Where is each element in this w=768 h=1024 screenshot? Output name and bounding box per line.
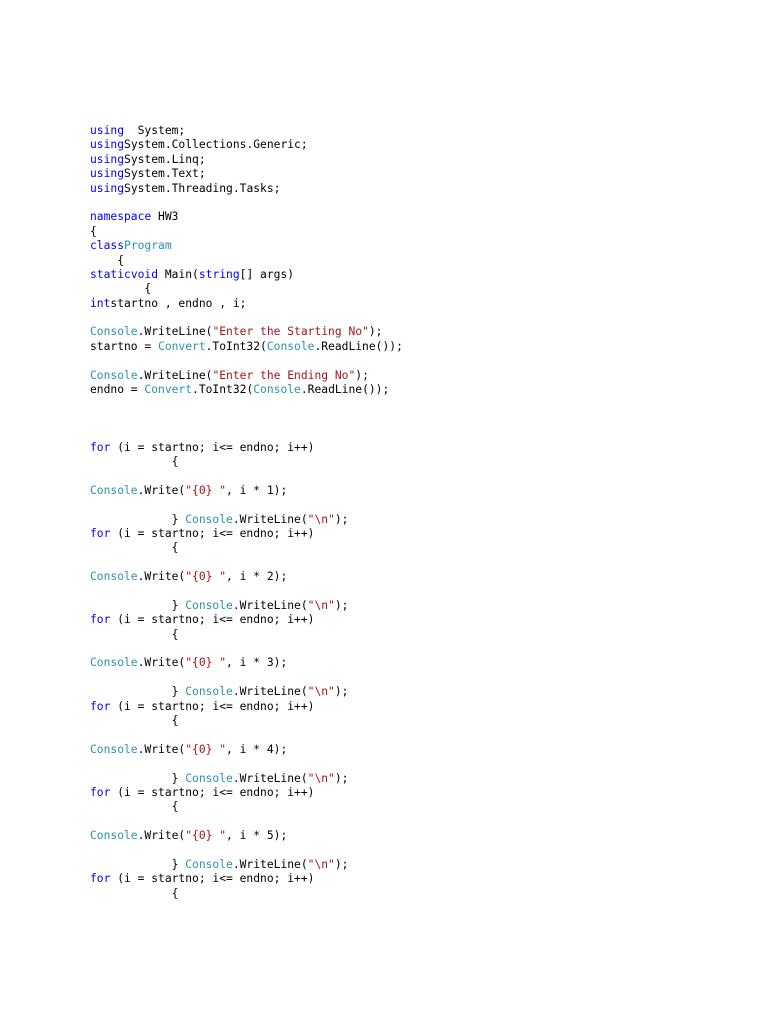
code-token: "{0} " <box>185 570 227 584</box>
code-line <box>90 743 403 757</box>
code-token: } <box>90 857 186 871</box>
code-token: HW3 <box>151 210 179 224</box>
code-token: "Enter the Starting No" <box>212 325 369 339</box>
code-token: { <box>90 253 125 267</box>
code-token: { <box>90 886 179 900</box>
code-token: Console <box>185 512 233 526</box>
code-token: Console <box>90 742 138 756</box>
code-token: "{0} " <box>185 483 227 497</box>
code-token: (i = startno; i<= endno; i++) <box>110 613 315 627</box>
code-token: .WriteLine( <box>232 771 308 785</box>
code-token: .WriteLine( <box>137 325 213 339</box>
code-token: .WriteLine( <box>232 685 308 699</box>
code-token: , i * 5); <box>226 829 288 843</box>
code-line <box>90 412 403 426</box>
code-line <box>90 700 403 714</box>
code-line <box>90 858 403 872</box>
code-token: ); <box>334 512 349 526</box>
code-token: .Write( <box>137 483 186 497</box>
code-line <box>90 772 403 786</box>
code-line <box>90 369 403 383</box>
code-token: for <box>90 785 111 799</box>
code-token: Console <box>185 685 233 699</box>
code-token: (i = startno; i<= endno; i++) <box>110 699 315 713</box>
code-line <box>90 844 403 858</box>
code-token: , i * 4); <box>226 742 288 756</box>
code-token: "\n" <box>307 857 335 871</box>
code-token: Console <box>90 656 138 670</box>
code-token: { <box>90 282 152 296</box>
code-token: .WriteLine( <box>232 857 308 871</box>
code-line <box>90 325 403 339</box>
code-line <box>90 513 403 527</box>
code-line <box>90 628 403 642</box>
code-line <box>90 469 403 483</box>
code-token: } <box>90 685 186 699</box>
code-line <box>90 210 403 224</box>
code-token: .WriteLine( <box>137 368 213 382</box>
code-token: Main( <box>158 267 199 281</box>
code-token: Console <box>185 857 233 871</box>
code-token: startno = <box>90 339 159 353</box>
code-line <box>90 815 403 829</box>
code-line <box>90 383 403 397</box>
code-line <box>90 585 403 599</box>
code-token: .Write( <box>137 570 186 584</box>
code-token: ); <box>334 685 349 699</box>
code-token: { <box>90 541 179 555</box>
code-token: { <box>90 800 179 814</box>
code-line <box>90 455 403 469</box>
code-token: Console <box>90 368 138 382</box>
code-token: [] args) <box>239 267 295 281</box>
code-token: Convert <box>158 339 206 353</box>
code-line <box>90 167 403 181</box>
code-token: "Enter the Ending No" <box>212 368 356 382</box>
code-token: Console <box>253 383 301 397</box>
code-token: (i = startno; i<= endno; i++) <box>110 440 315 454</box>
code-token: System.Text; <box>124 167 206 181</box>
code-line <box>90 354 403 368</box>
code-token: Console <box>90 829 138 843</box>
code-token: for <box>90 526 111 540</box>
code-line <box>90 728 403 742</box>
code-line <box>90 182 403 196</box>
code-token: .ReadLine()); <box>300 383 390 397</box>
code-line <box>90 570 403 584</box>
code-line <box>90 671 403 685</box>
code-token: "\n" <box>307 771 335 785</box>
code-line <box>90 714 403 728</box>
code-line <box>90 484 403 498</box>
code-token: endno = <box>90 383 145 397</box>
code-token: Console <box>185 598 233 612</box>
code-token: .ReadLine()); <box>314 339 403 353</box>
code-token: using <box>90 167 125 181</box>
code-token: System.Linq; <box>124 152 206 166</box>
code-line <box>90 498 403 512</box>
code-token: "{0} " <box>185 742 227 756</box>
code-token: ); <box>334 771 349 785</box>
code-line <box>90 887 403 901</box>
code-line <box>90 153 403 167</box>
code-token: (i = startno; i<= endno; i++) <box>110 526 315 540</box>
code-token: Console <box>90 483 138 497</box>
code-token: static <box>90 267 131 281</box>
code-line <box>90 656 403 670</box>
code-line <box>90 138 403 152</box>
code-token: Console <box>90 325 138 339</box>
code-line <box>90 311 403 325</box>
code-token: ); <box>334 598 349 612</box>
code-line <box>90 124 403 138</box>
code-line <box>90 254 403 268</box>
code-listing <box>90 124 403 901</box>
code-token: System.Collections.Generic; <box>124 138 308 152</box>
code-token: System; <box>124 124 186 137</box>
code-token: Console <box>90 570 138 584</box>
code-token: startno , endno , i; <box>110 296 247 310</box>
code-token: { <box>90 224 97 238</box>
code-token: (i = startno; i<= endno; i++) <box>110 785 315 799</box>
code-line <box>90 196 403 210</box>
code-token: (i = startno; i<= endno; i++) <box>110 872 315 886</box>
code-token: "\n" <box>307 685 335 699</box>
code-token: } <box>90 598 186 612</box>
code-line <box>90 642 403 656</box>
code-token: using <box>90 124 125 137</box>
code-line <box>90 239 403 253</box>
code-line <box>90 556 403 570</box>
code-line <box>90 282 403 296</box>
code-token: class <box>90 239 125 253</box>
code-token: { <box>90 714 179 728</box>
code-token: "{0} " <box>185 829 227 843</box>
code-token: , i * 2); <box>226 570 288 584</box>
code-token: System.Threading.Tasks; <box>124 181 281 195</box>
code-token: "{0} " <box>185 656 227 670</box>
code-token: for <box>90 440 111 454</box>
code-token: using <box>90 152 125 166</box>
code-token: for <box>90 699 111 713</box>
code-line <box>90 685 403 699</box>
code-line <box>90 800 403 814</box>
code-token: string <box>198 267 240 281</box>
code-token: { <box>90 454 179 468</box>
code-token: "\n" <box>307 512 335 526</box>
code-line <box>90 613 403 627</box>
code-token: .WriteLine( <box>232 598 308 612</box>
code-token: .ToInt32( <box>192 383 254 397</box>
code-line <box>90 397 403 411</box>
code-token: Console <box>266 339 315 353</box>
code-token: ); <box>334 857 349 871</box>
code-token: } <box>90 771 186 785</box>
code-line <box>90 426 403 440</box>
code-token: "\n" <box>307 598 335 612</box>
code-token: using <box>90 138 125 152</box>
code-token: .Write( <box>137 829 186 843</box>
code-line <box>90 541 403 555</box>
code-token: .Write( <box>137 656 186 670</box>
code-token: .Write( <box>137 742 186 756</box>
code-token: .WriteLine( <box>232 512 308 526</box>
code-line <box>90 225 403 239</box>
code-token: } <box>90 512 186 526</box>
code-token: ); <box>368 325 383 339</box>
code-line <box>90 599 403 613</box>
code-line <box>90 340 403 354</box>
code-token: Console <box>185 771 233 785</box>
code-line <box>90 829 403 843</box>
code-token: , i * 3); <box>226 656 288 670</box>
code-token: .ToInt32( <box>205 339 267 353</box>
code-token: for <box>90 872 111 886</box>
code-token: , i * 1); <box>226 483 288 497</box>
code-line <box>90 757 403 771</box>
code-line <box>90 268 403 282</box>
code-line <box>90 786 403 800</box>
code-line <box>90 297 403 311</box>
code-line <box>90 872 403 886</box>
code-token: ); <box>355 368 369 382</box>
code-token: for <box>90 613 111 627</box>
code-token: int <box>90 296 111 310</box>
code-token: Convert <box>144 383 193 397</box>
code-token: namespace <box>90 210 152 224</box>
code-line <box>90 527 403 541</box>
code-token: void <box>130 267 159 281</box>
code-line <box>90 441 403 455</box>
code-token: Program <box>124 239 172 253</box>
code-token: using <box>90 181 125 195</box>
code-token: { <box>90 627 179 641</box>
